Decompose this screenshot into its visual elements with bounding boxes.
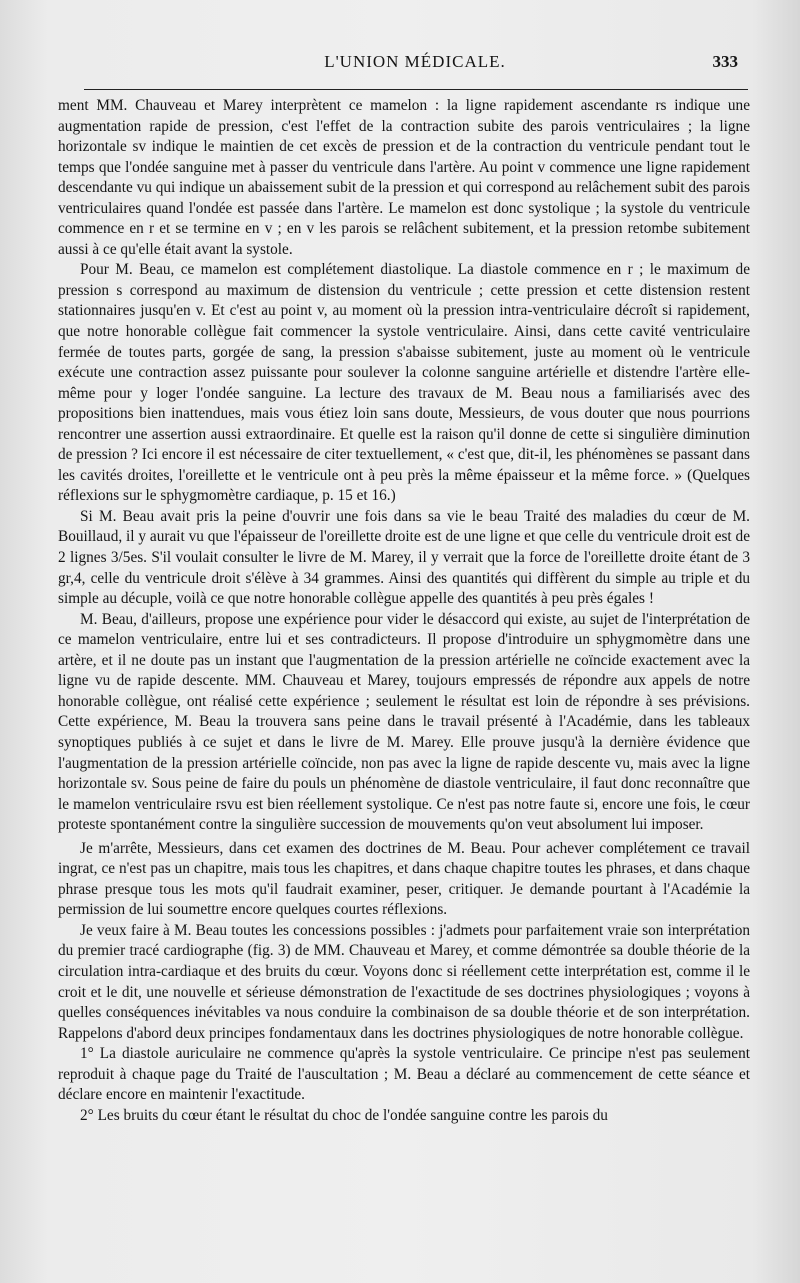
paragraph-bouillaud: Si M. Beau avait pris la peine d'ouvrir une fois dans sa vie le beau Traité des maladies du cœur de M. Bouillaud, il y aurait vu que l'épaisseur de l'oreillette droite est de une ligne et que celle du ventricule droit est de 2 lignes 3/5es. S'il voulait consulter le livre de M. Marey, il y verrait que la force de l'oreillette droite étant de 3 gr,4, celle du ventricule droit s'élève à 34 grammes. Ainsi des quantités qui diffèrent du simple au triple et du simple au décuple, voilà ce que notre honorable collègue appelle des quantités à peu près égales ! bbox=[58, 507, 750, 608]
header-rule bbox=[84, 89, 748, 90]
paragraph-beau-diastole: Pour M. Beau, ce mamelon est complétement diastolique. La diastole commence en r ; le maximum de pression s correspond au maximum de distension du ventricule ; cette pression et cette distension restent stationnaires jusqu'en v. Et c'est au point v, au moment où la pression intra-ventriculaire décroît si rapidement, que notre honorable collègue fait commencer la systole ventriculaire. Ainsi, dans cette cavité ventriculaire fermée de toutes parts, gorgée de sang, la pression s'abaisse subitement, juste au moment où le ventricule exécute une contraction assez puissante pour soulever la colonne sanguine artérielle et distendre l'artère elle-même pour y loger l'ondée sanguine. La lecture des travaux de M. Beau nous a familiarisés avec des propositions bien inattendues, mais vous étiez loin sans doute, Messieurs, de vous douter que nous pourrions rencontrer une assertion aussi extraordinaire. Et quelle est la raison qu'il donne de cette si singulière diminution de pression ? Ici encore il est nécessaire de citer textuellement, « c'est que, dit-il, les phénomènes se passant dans les cavités droites, l'oreillette et le ventricule ont à peu près la même épaisseur et la même force. » (Quelques réflexions sur le sphygmomètre cardiaque, p. 15 et 16.) bbox=[58, 261, 750, 505]
running-title: L'UNION MÉDICALE. bbox=[324, 52, 506, 71]
paragraph-principle-2: 2° Les bruits du cœur étant le résultat du choc de l'ondée sanguine contre les parois du bbox=[80, 1106, 608, 1124]
page-header bbox=[92, 52, 738, 76]
paragraph-continuation: ment MM. Chauveau et Marey interprètent ce mamelon : la ligne rapidement ascendante rs indique une augmentation rapide de pression, c'est l'effet de la contraction subite des parois ventriculaires ; la ligne horizontale sv indique le maintien de cet excès de pression et de la contraction du ventricule pendant tout le temps que l'ondée sanguine met à passer du ventricule dans l'artère. Au point v commence une ligne rapidement descendante vu qui indique un abaissement subit de la pression et qui correspond au relâchement subit des parois ventriculaires quand l'ondée est passée dans l'artère. Le mamelon est donc systolique ; la systole du ventricule commence en r et se termine en v ; en v les parois se relâchent subitement, et la pression retombe subitement aussi à ce qu'elle était avant la systole. bbox=[58, 97, 750, 258]
paragraph-conclusion: Je m'arrête, Messieurs, dans cet examen des doctrines de M. Beau. Pour achever complétement ce travail ingrat, ce n'est pas un chapitre, mais tous les chapitres, et dans chaque chapitre toutes les phrases, et dans chaque phrase presque tous les mots qu'il faudrait examiner, peser, critiquer. Je demande pourtant à l'Académie la permission de lui soumettre encore quelques courtes réflexions. bbox=[58, 839, 750, 919]
page-number: 333 bbox=[712, 52, 738, 71]
paragraph-experience: M. Beau, d'ailleurs, propose une expérience pour vider le désaccord qui existe, au sujet de l'interprétation de ce mamelon ventriculaire, entre lui et ses contradicteurs. Il propose d'introduire un sphygmomètre dans une artère, et il ne doute pas un instant que l'augmentation de la pression artérielle ne coïncide exactement avec la ligne vu de rapide descente. MM. Chauveau et Marey, toujours empressés de répondre aux appels de notre honorable collègue, ont réalisé cette expérience ; seulement le résultat est loin de répondre à ses prévisions. Cette expérience, M. Beau la trouvera sans peine dans le travail présenté à l'Académie, dans les tableaux synoptiques publiés à ce sujet et dans le livre de M. Marey. Elle prouve jusqu'à la dernière évidence que l'augmentation de la pression artérielle coïncide, non pas avec la ligne de rapide descente vu, mais avec la ligne horizontale sv. Sous peine de faire du pouls un phénomène de diastole ventriculaire, il faut donc reconnaître que le mamelon ventriculaire rsvu est bien réellement systolique. Ce n'est pas notre faute si, encore une fois, le cœur proteste spontanément contre la singulière succession de mouvements qu'on veut absolument lui imposer. bbox=[58, 610, 750, 834]
body-text bbox=[58, 96, 750, 1126]
paragraph-principle-1: 1° La diastole auriculaire ne commence qu'après la systole ventriculaire. Ce principe n'est pas seulement reproduit à chaque page du Traité de l'auscultation ; M. Beau a déclaré au commencement de cette séance et déclare encore en maintenir l'exactitude. bbox=[58, 1045, 750, 1104]
paragraph-concessions: Je veux faire à M. Beau toutes les concessions possibles : j'admets pour parfaitement vraie son interprétation du premier tracé cardiographe (fig. 3) de MM. Chauveau et Marey, et comme démontrée sa double théorie de la circulation intra-cardiaque et des bruits du cœur. Voyons donc si réellement cette interprétation est, comme il le croit et le dit, une nouvelle et sérieuse démonstration de l'exactitude de ses doctrines physiologiques ; voyons à quelles conséquences inévitables va nous conduire la combinaison de sa double théorie et de son interprétation. Rappelons d'abord deux principes fondamentaux dans les doctrines physiologiques de notre honorable collègue. bbox=[58, 921, 750, 1042]
